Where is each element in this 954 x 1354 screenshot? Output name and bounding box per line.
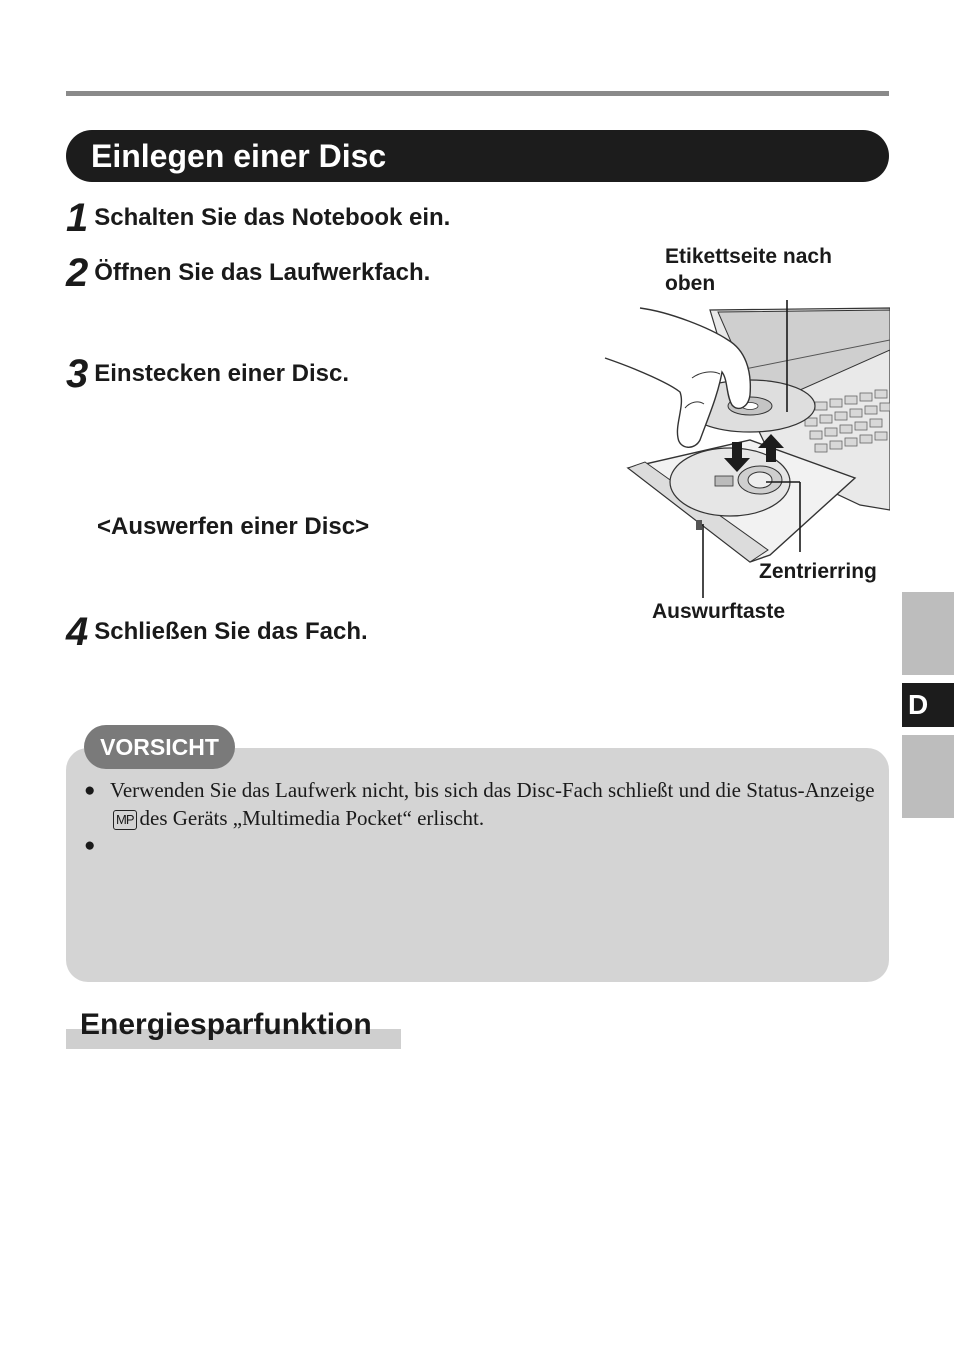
page-title: Einlegen einer Disc (66, 130, 889, 182)
step-text: Einstecken einer Disc. (94, 360, 350, 387)
step-2 (66, 251, 430, 296)
eject-subheading: <Auswerfen einer Disc> (97, 513, 370, 540)
step-number: 1 (66, 196, 89, 240)
step-number: 3 (66, 352, 89, 396)
caution-tab: VORSICHT (84, 725, 235, 769)
step-number: 4 (66, 610, 89, 654)
side-tab-lower (902, 735, 954, 818)
bullet-icon: ● (84, 780, 96, 801)
label-side-up-line2: oben (665, 272, 716, 295)
section-heading: Energiesparfunktion (80, 1008, 372, 1041)
step-4 (66, 610, 368, 655)
bullet-icon: ● (84, 835, 96, 856)
step-text: Öffnen Sie das Laufwerkfach. (94, 259, 431, 286)
disc-insert-illustration (600, 300, 890, 600)
label-eject-button: Auswurftaste (652, 600, 786, 623)
side-tab-active: D (902, 683, 954, 727)
top-rule (66, 91, 889, 96)
caution-text-part2: des Geräts „Multimedia Pocket“ erlischt. (139, 806, 485, 830)
step-text: Schalten Sie das Notebook ein. (94, 204, 451, 231)
multimedia-pocket-status-icon: MP (113, 810, 137, 830)
caution-text-part1: Verwenden Sie das Laufwerk nicht, bis sich das Disc-Fach schließt und die Status-Anzeige (110, 778, 875, 802)
side-tab-upper (902, 592, 954, 675)
caution-bullet-1 (110, 776, 880, 832)
step-1 (66, 196, 450, 241)
label-centering-ring: Zentrierring (759, 560, 877, 583)
step-3 (66, 352, 349, 397)
step-number: 2 (66, 251, 89, 295)
step-text: Schließen Sie das Fach. (94, 618, 368, 645)
label-side-up-line1: Etikettseite nach (665, 245, 832, 268)
